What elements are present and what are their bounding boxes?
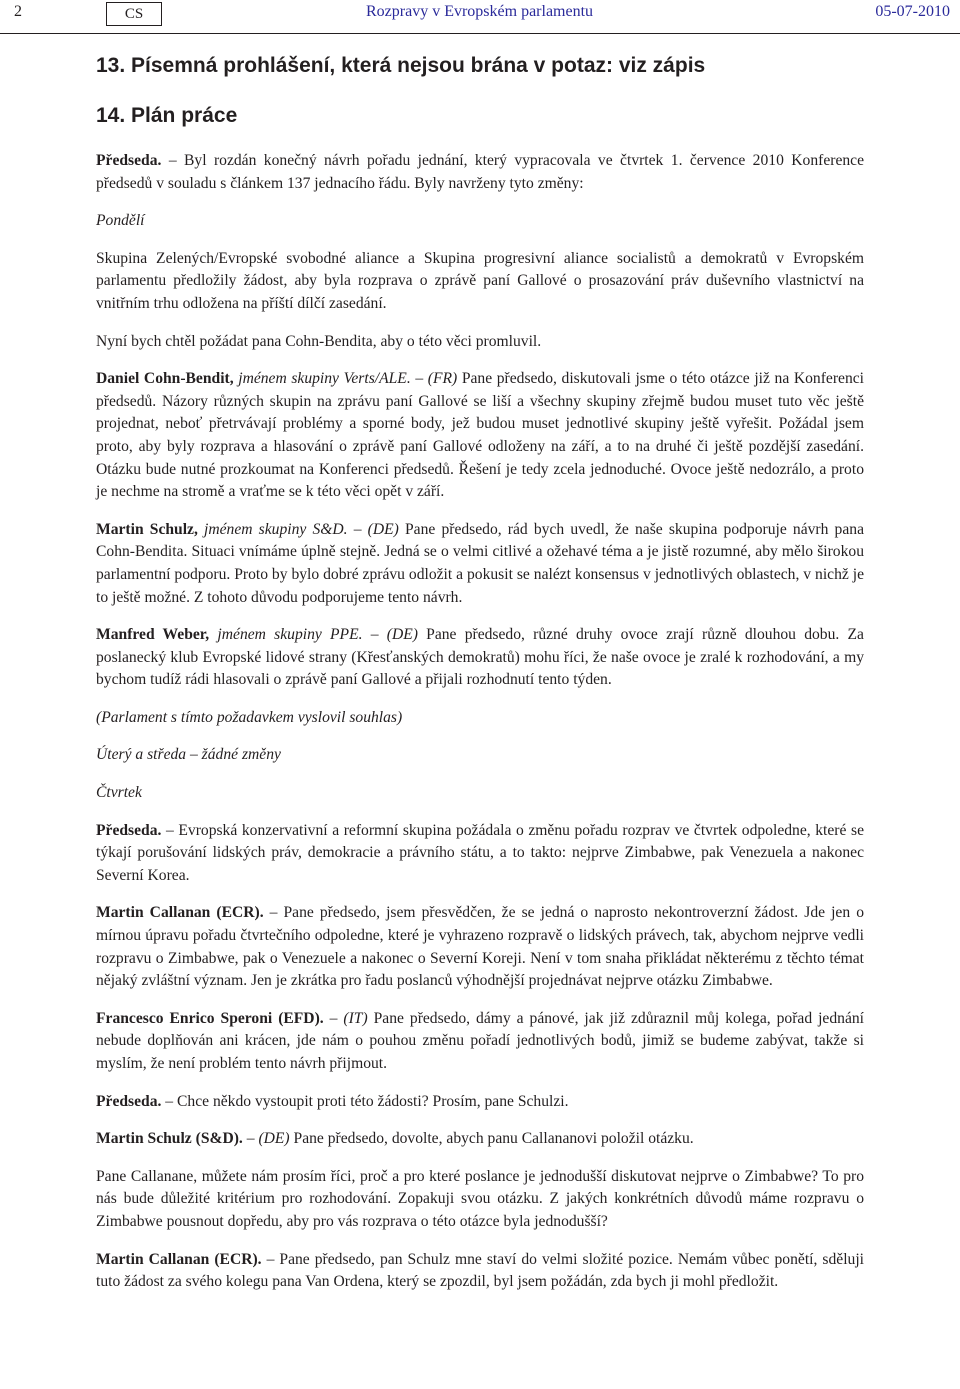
speech-language: – (IT) xyxy=(323,1009,368,1027)
page-header xyxy=(0,0,960,30)
speech-text: Pane předsedo, diskutovali jsme o této otázce již na Konferenci předsedů. Názory různých skupin na zprávu paní Gallové se liší a všechny skupiny zřejmě budou muset tuto věc ještě projednat, neboť přetrvávají problémy a sporné body, jež budou muset jednotlivé skupiny ještě vyřešit. Požádal jsem proto, aby byly rozprava a hlasování o zprávě paní Gallové odloženy na září, a to na druhé či ještě pozdější zasedání. Otázku bude nutné prozkoumat na Konferenci předsedů. Řešení je tedy zcela jednoduché. Ovoce ještě nedozrálo, a proto je nechme na stromě a vraťme se k této věci opět v září. xyxy=(96,370,865,501)
paragraph-schulz-followup: Pane Callanane, můžete nám prosím říci, proč a pro které poslance je jednodušší diskutovat nejprve o Zimbabwe? To pro nás bude důležité kritérium pro rozhodování. Zopakuji svou otázku. Z jakých konkrétních důvodů máme rozpravu o Zimbabwe pousnout dopředu, aby pro vás rozprava o této otázce byla jednodušší? xyxy=(96,1167,864,1230)
publication-date: 05-07-2010 xyxy=(875,3,950,20)
speech-text: Pane předsedo, dovolte, abych panu Callananovi položil otázku. xyxy=(289,1130,694,1148)
speaker-name: Manfred Weber, xyxy=(96,626,210,644)
paragraph-president-question xyxy=(96,1091,864,1114)
speech-text: – Chce někdo vystoupit proti této žádosti? Prosím, pane Schulzi. xyxy=(161,1092,569,1110)
paragraph-president-ecr-request xyxy=(96,820,864,888)
day-heading-tuesday-wednesday: Úterý a středa – žádné změny xyxy=(96,746,281,764)
speech-text: – Evropská konzervativní a reformní skupina požádala o změnu pořadu rozprav ve čtvrtek odpoledne, které se týkají porušování lidských práv, demokracie a právního státu, a to takto: nejprve Zimbabwe, pak Venezuela a nakonec Severní Korea. xyxy=(96,821,864,884)
speech-language: – (FR) xyxy=(410,370,458,388)
speech-language: – (DE) xyxy=(362,626,418,644)
paragraph-request: Skupina Zelených/Evropské svobodné aliance a Skupina progresivní aliance socialistů a demokratů v Evropském parlamentu předložily žádost, aby byla rozprava o zprávě paní Gallové o prosazování práv duševního vlastnictví na vnitřním trhu odložena na příští dílčí zasedání. xyxy=(96,249,864,312)
speech-text: Pane předsedo, různé druhy ovoce zrají různě dlouhou dobu. Za poslanecký klub Evropské lidové strany (Křesťanských demokratů) mohu říci, že naše ovoce je zralé k rozhodování, a my bychom tudíž rádi hlasovali o zprávě paní Gallové a přijali rozhodnutí tento týden. xyxy=(96,626,864,689)
paragraph-callanan-reply xyxy=(96,1249,864,1294)
header-divider xyxy=(0,33,960,34)
paragraph-speroni xyxy=(96,1008,864,1076)
speaker-name: Martin Callanan (ECR). xyxy=(96,904,264,922)
heading-item-14: 14. Plán práce xyxy=(96,104,238,127)
speech-text: – Pane předsedo, pan Schulz mne staví do velmi složité pozice. Nemám vůbec ponětí, sděluji tuto žádost za svého kolegu pana Van Ordena, který se zpozdil, byl jsem požádán, zda bych ji mohl předložit. xyxy=(96,1250,864,1291)
speaker-name: Martin Callanan (ECR). xyxy=(96,1250,262,1268)
speaker-name: Martin Schulz, xyxy=(96,520,198,538)
paragraph-schulz xyxy=(96,519,864,609)
speaker-name: Předseda. xyxy=(96,821,162,839)
speech-text: Pane předsedo, dámy a pánové, jak již zdůraznil můj kolega, pořad jednání nebude doplňován ani krácen, jde nám o pouhou změnu pořadí jednotlivých bodů, jimiž se budeme zabývat, takže si myslím, že není problém tento návrh přijmout. xyxy=(96,1009,864,1072)
speech-text: – Pane předsedo, jsem přesvědčen, že se jedná o naprosto nekontroverzní žádost. Jde jen o mírnou úpravu pořadu čtvrtečního odpoledne, které je vyhrazeno rozpravě o lidských právech, tak, abychom nejprve vedli rozpravu o Zimbabwe, pak o Venezuele a nakonec o Severní Koreji. Není v tom snaha přikládat některému z těchto témat nějaký zvláštní význam. Jen je zkrátka pro řadu poslanců výhodnější projednávat nejprve otázku Zimbabwe. xyxy=(96,904,864,990)
speaker-role: jménem skupiny PPE. xyxy=(209,626,363,644)
speaker-name: Předseda. xyxy=(96,1092,162,1110)
parliament-note: (Parlament s tímto požadavkem vyslovil souhlas) xyxy=(96,708,403,726)
paragraph-schulz-question xyxy=(96,1128,864,1151)
speech-language: – (DE) xyxy=(242,1130,290,1148)
speaker-name: Martin Schulz (S&D). xyxy=(96,1130,243,1148)
document-body xyxy=(96,52,864,1309)
paragraph-invite: Nyní bych chtěl požádat pana Cohn-Bendita, aby o této věci promluvil. xyxy=(96,332,542,350)
day-heading-monday: Pondělí xyxy=(96,212,145,230)
paragraph-cohn-bendit xyxy=(96,368,864,504)
speech-text: – Byl rozdán konečný návrh pořadu jednání, který vypracovala ve čtvrtek 1. července 2010 Konference předsedů v souladu s článkem 137 jednacího řádu. Byly navrženy tyto změny: xyxy=(96,152,864,192)
speaker-name: Daniel Cohn-Bendit, xyxy=(96,370,234,388)
heading-item-13: 13. Písemná prohlášení, která nejsou brána v potaz: viz zápis xyxy=(96,54,706,77)
speech-text: Pane předsedo, rád bych uvedl, že naše skupina podporuje návrh pana Cohn-Bendita. Situaci vnímáme úplně stejně. Jedná se o velmi citlivé a ožehavé téma a je jistě rozumné, aby mělo širokou parlamentní podporu. Proto by bylo dobré zprávu odložit a pokusit se nalézt konsensus v jednotlivých oblastech, v nichž je to ještě možné. Z tohoto důvodu podporujeme tento návrh. xyxy=(96,520,864,606)
day-heading-thursday: Čtvrtek xyxy=(96,784,142,802)
publication-title: Rozpravy v Evropském parlamentu xyxy=(366,3,594,20)
speaker-name: Předseda. xyxy=(96,152,162,169)
speech-language: – (DE) xyxy=(347,520,399,538)
paragraph-weber xyxy=(96,624,864,692)
paragraph-callanan xyxy=(96,902,864,992)
language-badge: CS xyxy=(106,2,162,26)
speaker-role: jménem skupiny S&D. xyxy=(197,520,348,538)
page-number: 2 xyxy=(14,3,22,20)
paragraph-president-intro xyxy=(96,150,864,195)
speaker-role: jménem skupiny Verts/ALE. xyxy=(233,370,411,388)
speaker-name: Francesco Enrico Speroni (EFD). xyxy=(96,1009,324,1027)
